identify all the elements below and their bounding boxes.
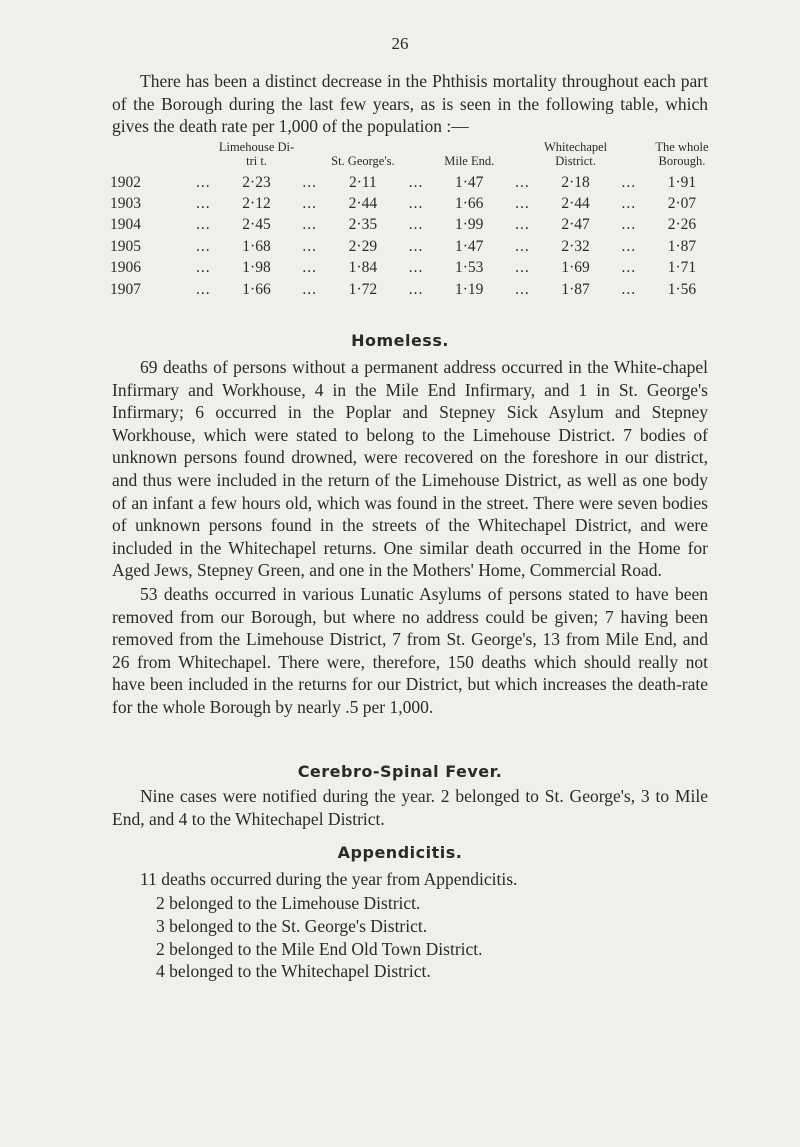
dot-leader: ... — [196, 173, 211, 191]
rate-cell: 1·53 — [455, 259, 484, 277]
rate-cell: 1·71 — [667, 259, 697, 277]
appendicitis-heading: Appendicitis. — [337, 843, 463, 862]
dot-leader: ... — [302, 173, 317, 191]
dot-leader: ... — [302, 280, 317, 298]
dot-leader: ... — [621, 237, 637, 255]
homeless-paragraph-1: 69 deaths of persons without a permanent address occurred in the White-chapel Infirmary and Workhouse, 4 in the Mile End Infirmary, and 1 in St. George's Infirmary; 6 occurred in the Poplar and Stepney Sick Asylum and Stepney Workhouse, which were stated to belong to the Limehouse District. 7 bodies of unknown persons found drowned, were recovered on the foreshore in our district, and thus were included in the return of the Limehouse District, as well as one body of an infant a few hours old, which was found in the street. There were seven bodies of unknown persons found in the streets of the Whitechapel District, and were included in the Whitechapel returns. One similar death occurred in the Home for Aged Jews, Stepney Green, and one in the Mothers' Home, Commercial Road. — [112, 357, 708, 581]
year-cell: 1904 — [110, 216, 141, 234]
dot-leader: ... — [408, 216, 424, 234]
table-body — [110, 172, 720, 300]
dot-leader: ... — [621, 280, 637, 298]
year-cell: 1902 — [110, 173, 141, 191]
rate-cell: 1·72 — [348, 280, 378, 298]
rate-cell: 2·45 — [242, 216, 271, 234]
dot-leader: ... — [196, 195, 211, 213]
table-row — [110, 258, 720, 279]
column-header-mile-end: Mile End. — [444, 154, 495, 168]
year-cell: 1903 — [110, 195, 141, 213]
dot-leader: ... — [408, 280, 424, 298]
dot-leader: ... — [196, 216, 211, 234]
rate-cell: 1·87 — [667, 237, 697, 255]
rate-cell: 1·84 — [348, 259, 378, 277]
rate-cell: 2·26 — [667, 216, 697, 234]
table-row — [110, 193, 720, 214]
list-item: 2 belonged to the Limehouse District. — [156, 893, 421, 913]
rate-cell: 1·47 — [455, 173, 484, 191]
rate-cell: 2·23 — [242, 173, 271, 191]
dot-leader: ... — [302, 195, 317, 213]
dot-leader: ... — [302, 216, 317, 234]
year-column-header — [110, 140, 188, 172]
dot-leader: ... — [621, 173, 637, 191]
list-item: 4 belonged to the Whitechapel District. — [156, 961, 431, 982]
rate-cell: 1·99 — [455, 216, 484, 234]
rate-cell: 1·19 — [455, 280, 484, 298]
table-row — [110, 236, 720, 257]
rate-cell: 2·11 — [348, 173, 377, 191]
rate-cell: 1·87 — [561, 280, 590, 298]
column-header-limehouse: Limehouse Di-tri t. — [218, 140, 295, 168]
cerebro-spinal-fever-paragraph: Nine cases were notified during the year. 2 belonged to St. George's, 3 to Mile End, and 4 to the Whitechapel District. — [112, 786, 708, 829]
rate-cell: 1·69 — [561, 259, 590, 277]
rate-cell: 2·18 — [561, 173, 590, 191]
list-item: 3 belonged to the St. George's District. — [156, 915, 428, 936]
table-row — [110, 215, 720, 236]
table-header-row — [110, 140, 720, 172]
column-header-whole-borough: The whole Borough. — [655, 140, 709, 168]
homeless-paragraph-2: 53 deaths occurred in various Lunatic Asylums of persons stated to have been removed from our Borough, but where no address could be given; 7 having been removed from the Limehouse District, 7 from St. George's, 13 from Mile End, and 26 from Whitechapel. There were, therefore, 150 deaths which should really not have been included in the returns for our District, but which increases the death-rate for the whole Borough by nearly .5 per 1,000. — [112, 584, 708, 717]
dot-leader: ... — [621, 216, 637, 234]
dot-leader: ... — [302, 237, 317, 255]
rate-cell: 1·91 — [667, 173, 697, 191]
rate-cell: 2·47 — [561, 216, 590, 234]
rate-cell: 1·56 — [667, 280, 697, 298]
rate-cell: 2·32 — [561, 237, 590, 255]
rate-cell: 2·07 — [667, 195, 697, 213]
dot-leader: ... — [515, 237, 530, 255]
rate-cell: 2·29 — [348, 237, 378, 255]
rate-cell: 2·44 — [348, 195, 378, 213]
dot-leader: ... — [196, 237, 211, 255]
rate-cell: 2·12 — [242, 195, 271, 213]
dot-leader: ... — [515, 195, 530, 213]
list-item: 2 belonged to the Mile End Old Town District. — [156, 938, 483, 959]
table-row — [110, 172, 720, 193]
year-cell: 1907 — [110, 280, 141, 298]
dot-leader: ... — [408, 259, 424, 277]
appendicitis-intro: 11 deaths occurred during the year from Appendicitis. — [140, 869, 518, 889]
rate-cell: 1·68 — [242, 237, 271, 255]
dot-leader: ... — [408, 173, 424, 191]
dot-leader: ... — [302, 259, 317, 277]
cerebro-spinal-fever-heading: Cerebro-Spinal Fever. — [297, 762, 503, 781]
column-header-st-georges: St. George's. — [331, 154, 395, 168]
phthisis-intro-paragraph: There has been a distinct decrease in the Phthisis mortality throughout each part of the Borough during the last few years, as is seen in the following table, which gives the death rate per 1,000 of the population :— — [112, 71, 708, 137]
dot-leader: ... — [515, 173, 530, 191]
dot-leader: ... — [196, 280, 211, 298]
rate-cell: 2·44 — [561, 195, 590, 213]
appendicitis-list — [156, 892, 716, 983]
homeless-heading: Homeless. — [351, 331, 449, 350]
rate-cell: 1·47 — [455, 237, 484, 255]
dot-leader: ... — [515, 259, 530, 277]
table-row — [110, 279, 720, 300]
rate-cell: 1·66 — [242, 280, 271, 298]
rate-cell: 2·35 — [348, 216, 378, 234]
rate-cell: 1·66 — [455, 195, 484, 213]
page-number: 26 — [391, 34, 409, 53]
dot-leader: ... — [408, 195, 424, 213]
dot-leader: ... — [515, 280, 530, 298]
dot-leader: ... — [408, 237, 424, 255]
column-header-whitechapel: Whitechapel District. — [544, 140, 608, 168]
dot-leader: ... — [196, 259, 211, 277]
dot-leader: ... — [621, 259, 637, 277]
phthisis-death-rate-table — [110, 140, 720, 300]
rate-cell: 1·98 — [242, 259, 271, 277]
year-cell: 1906 — [110, 259, 141, 277]
dot-leader: ... — [515, 216, 530, 234]
year-cell: 1905 — [110, 237, 141, 255]
dot-leader: ... — [621, 195, 637, 213]
